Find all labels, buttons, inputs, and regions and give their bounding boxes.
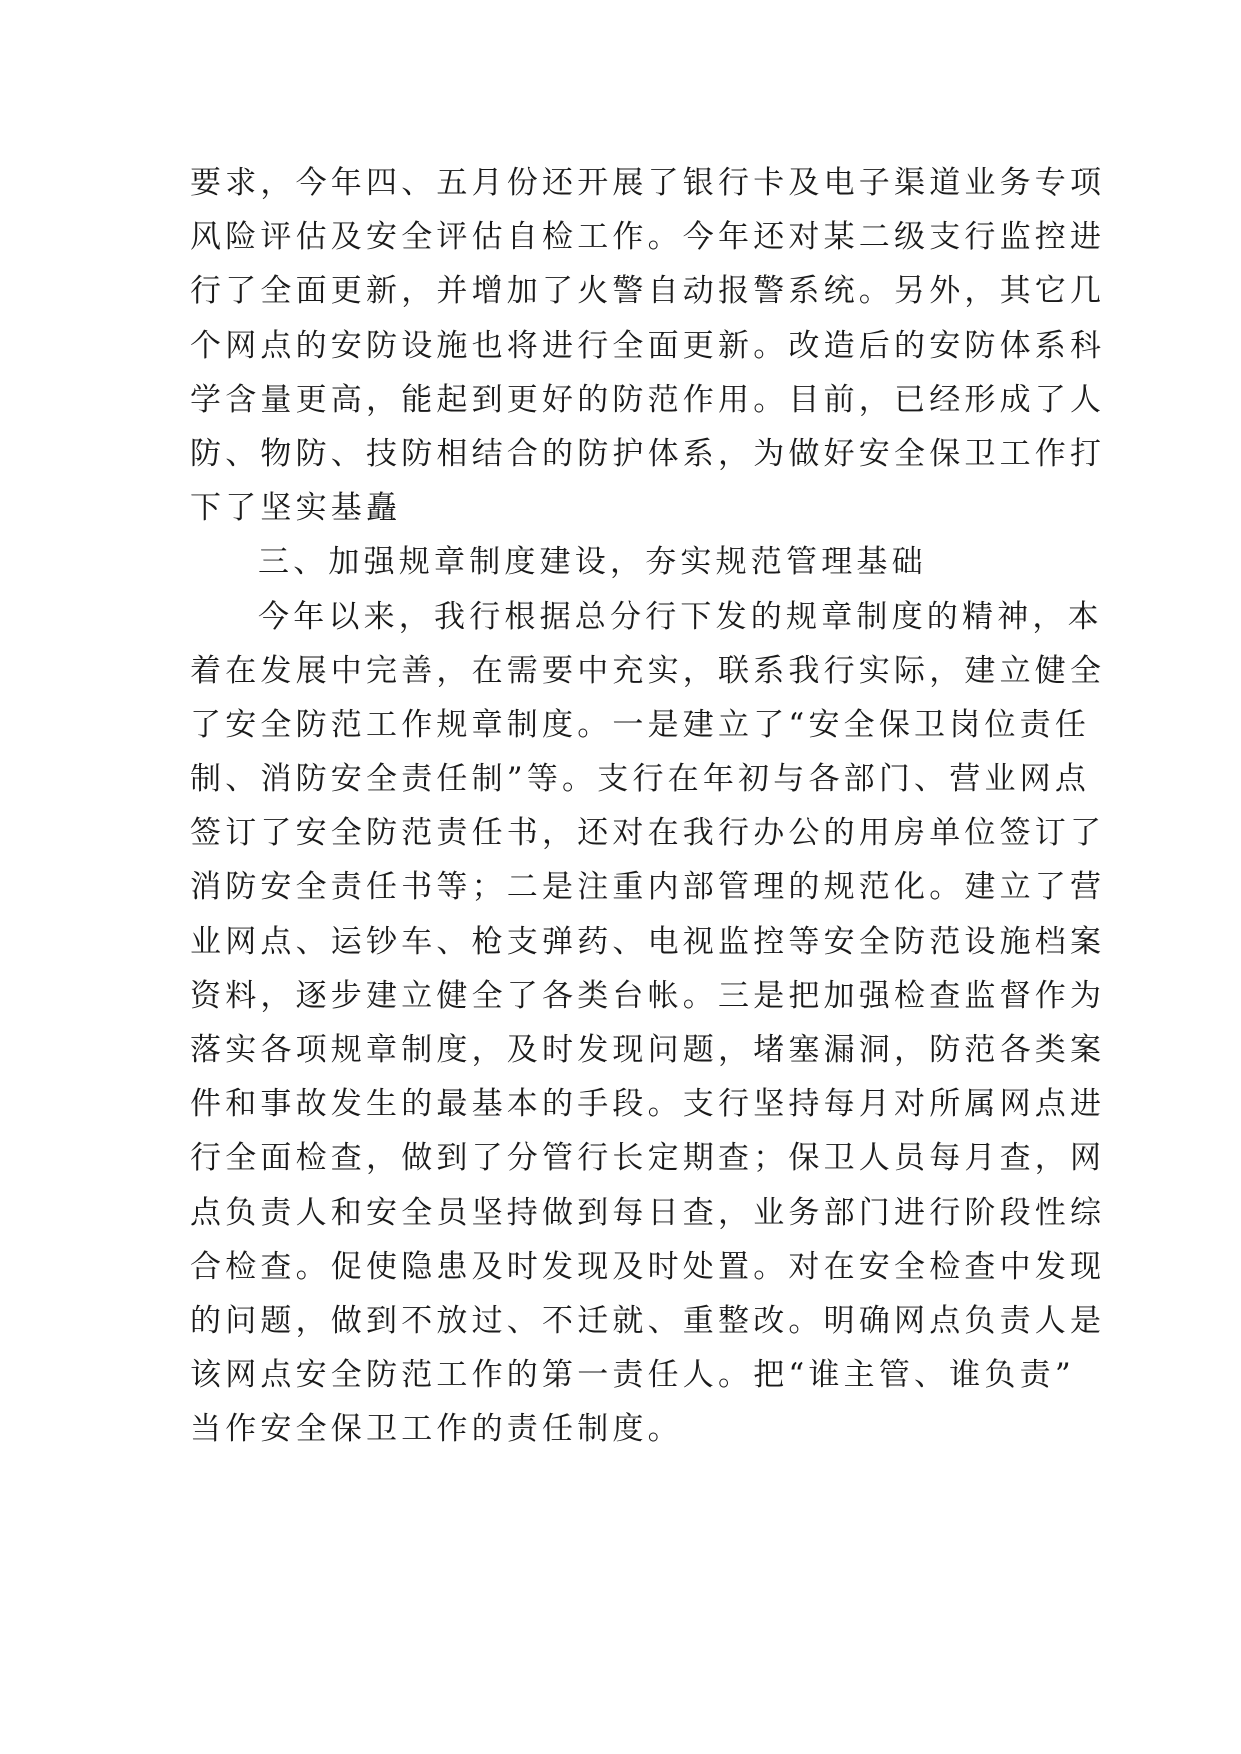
text-line: 该网点安全防范工作的第一责任人。把“谁主管、谁负责” <box>190 1357 1075 1394</box>
text-line: 资料，逐步建立健全了各类台帐。三是把加强检查监督作为 <box>190 977 1106 1014</box>
text-line: 了安全防范工作规章制度。一是建立了“安全保卫岗位责任 <box>190 706 1091 743</box>
text-line: 风险评估及安全评估自检工作。今年还对某二级支行监控进 <box>190 219 1106 256</box>
text-line: 件和事故发生的最基本的手段。支行坚持每月对所属网点进 <box>190 1086 1106 1123</box>
text-line: 下了坚实基矗 <box>190 490 402 527</box>
text-line: 的问题，做到不放过、不迁就、重整改。明确网点负责人是 <box>190 1302 1106 1339</box>
text-line: 合检查。促使隐患及时发现及时处置。对在安全检查中发现 <box>190 1248 1106 1285</box>
text-line: 防、物防、技防相结合的防护体系，为做好安全保卫工作打 <box>190 435 1106 472</box>
text-line: 行全面检查，做到了分管行长定期查；保卫人员每月查，网 <box>190 1140 1106 1177</box>
body-text <box>190 156 1106 1457</box>
text-line: 业网点、运钞车、枪支弹药、电视监控等安全防范设施档案 <box>190 923 1106 960</box>
text-line: 今年以来，我行根据总分行下发的规章制度的精神，本 <box>258 598 1103 635</box>
text-line: 签订了安全防范责任书，还对在我行办公的用房单位签订了 <box>190 815 1106 852</box>
text-line: 当作安全保卫工作的责任制度。 <box>190 1411 683 1448</box>
text-line: 行了全面更新，并增加了火警自动报警系统。另外，其它几 <box>190 273 1106 310</box>
text-line: 点负责人和安全员坚持做到每日查，业务部门进行阶段性综 <box>190 1194 1106 1231</box>
text-line: 制、消防安全责任制”等。支行在年初与各部门、营业网点 <box>190 761 1091 798</box>
text-line: 要求，今年四、五月份还开展了银行卡及电子渠道业务专项 <box>190 165 1106 201</box>
text-line: 个网点的安防设施也将进行全面更新。改造后的安防体系科 <box>190 327 1106 364</box>
text-line: 落实各项规章制度，及时发现问题，堵塞漏洞，防范各类案 <box>190 1032 1106 1068</box>
text-line: 消防安全责任书等；二是注重内部管理的规范化。建立了营 <box>190 869 1106 906</box>
text-line: 学含量更高，能起到更好的防范作用。目前，已经形成了人 <box>190 381 1106 418</box>
text-line: 着在发展中完善，在需要中充实，联系我行实际，建立健全 <box>190 652 1106 689</box>
section-heading: 三、加强规章制度建设，夯实规范管理基础 <box>258 544 927 581</box>
